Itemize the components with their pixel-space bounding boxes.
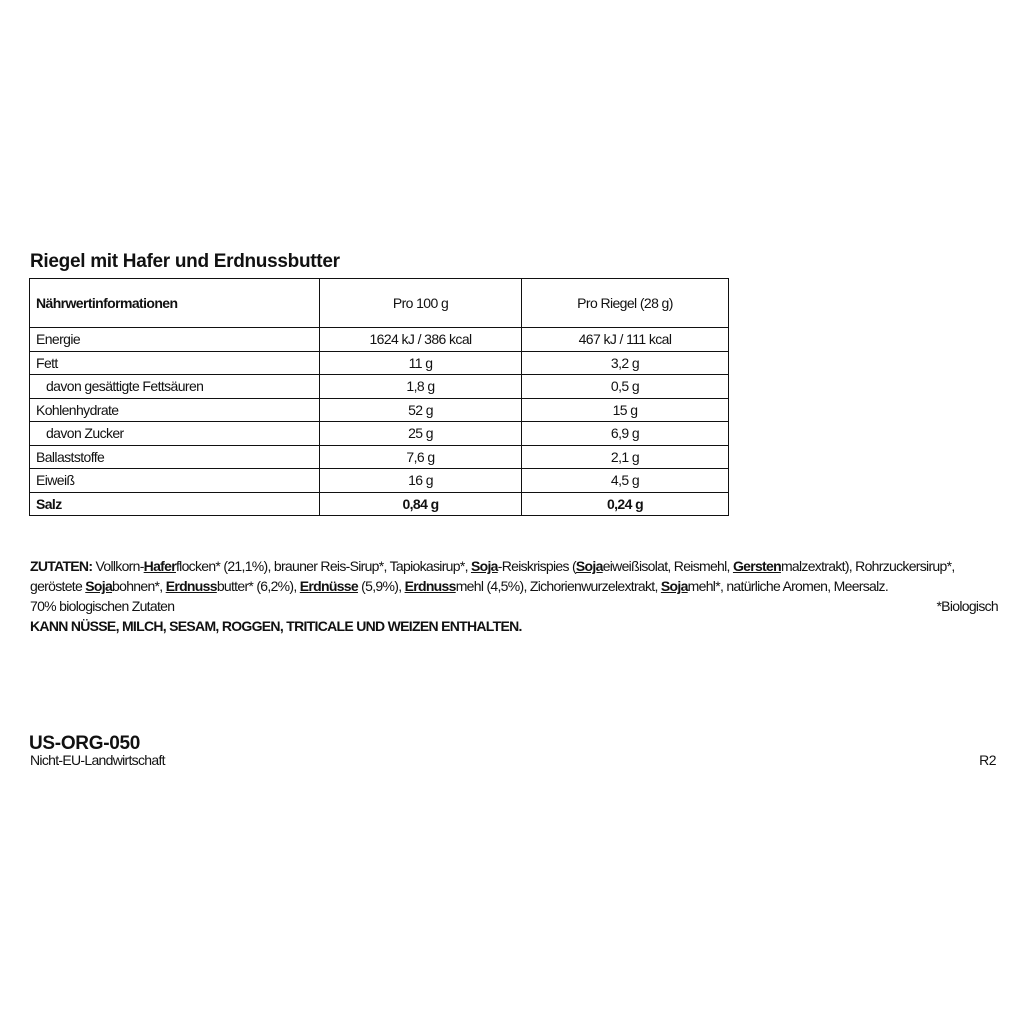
table-row <box>30 492 729 516</box>
header-nutrition-info: Nährwertinformationen <box>30 279 320 328</box>
row-per-bar: 2,1 g <box>522 445 729 469</box>
row-label: Eiweiß <box>30 469 320 493</box>
nutrition-table <box>29 278 729 516</box>
ingredient-text: (5,9%), <box>357 578 405 594</box>
organic-note: *Biologisch <box>936 598 998 614</box>
row-per-100g: 7,6 g <box>320 445 522 469</box>
product-title: Riegel mit Hafer und Erdnussbutter <box>30 251 340 272</box>
row-per-100g: 1624 kJ / 386 kcal <box>320 328 522 352</box>
ingredient-text: bohnen*, <box>112 578 166 594</box>
row-label: davon gesättigte Fettsäuren <box>30 375 320 399</box>
row-label: davon Zucker <box>30 422 320 446</box>
row-per-bar: 6,9 g <box>522 422 729 446</box>
revision-label: R2 <box>979 752 996 768</box>
header-per-bar: Pro Riegel (28 g) <box>522 279 729 328</box>
row-per-100g: 16 g <box>320 469 522 493</box>
table-row <box>30 445 729 469</box>
allergen-highlight: Gersten <box>732 558 781 574</box>
row-per-bar: 0,24 g <box>522 492 729 516</box>
row-per-bar: 4,5 g <box>522 469 729 493</box>
row-per-100g: 25 g <box>320 422 522 446</box>
row-per-100g: 11 g <box>320 351 522 375</box>
certification-code: US-ORG-050 <box>29 733 141 754</box>
organic-share: 70% biologischen Zutaten <box>30 598 175 614</box>
table-row <box>30 398 729 422</box>
row-per-bar: 3,2 g <box>522 351 729 375</box>
row-per-100g: 52 g <box>320 398 522 422</box>
ingredient-text: malzextrakt), Rohrzuckersirup*, geröstete <box>30 558 955 594</box>
table-row <box>30 422 729 446</box>
ingredients-label: ZUTATEN: <box>30 558 93 574</box>
allergen-highlight: Soja <box>85 578 113 594</box>
row-per-bar: 0,5 g <box>522 375 729 399</box>
ingredient-text: flocken* (21,1%), brauner Reis-Sirup*, Tapiokasirup*, <box>175 558 471 574</box>
table-row <box>30 351 729 375</box>
organic-row <box>30 596 998 616</box>
table-header-row <box>30 279 729 328</box>
table-row <box>30 375 729 399</box>
header-per-100g: Pro 100 g <box>320 279 522 328</box>
allergen-highlight: Soja <box>660 578 688 594</box>
allergen-highlight: Hafer <box>143 558 176 574</box>
table-row <box>30 469 729 493</box>
row-label: Ballaststoffe <box>30 445 320 469</box>
ingredients-block <box>30 556 998 636</box>
allergen-highlight: Soja <box>470 558 498 574</box>
row-per-bar: 15 g <box>522 398 729 422</box>
ingredient-text: -Reiskrispies ( <box>497 558 576 574</box>
allergen-highlight: Erdnuss <box>404 578 456 594</box>
row-per-100g: 1,8 g <box>320 375 522 399</box>
ingredients-list <box>30 556 998 596</box>
row-label: Energie <box>30 328 320 352</box>
row-label: Fett <box>30 351 320 375</box>
ingredient-text: mehl*, natürliche Aromen, Meersalz. <box>687 578 889 594</box>
row-per-bar: 467 kJ / 111 kcal <box>522 328 729 352</box>
row-label: Salz <box>30 492 320 516</box>
ingredient-text: mehl (4,5%), Zichorienwurzelextrakt, <box>455 578 661 594</box>
row-label: Kohlenhydrate <box>30 398 320 422</box>
allergen-highlight: Erdnüsse <box>299 578 358 594</box>
ingredient-text: butter* (6,2%), <box>216 578 300 594</box>
origin-text: Nicht-EU-Landwirtschaft <box>30 752 165 768</box>
row-per-100g: 0,84 g <box>320 492 522 516</box>
allergen-highlight: Erdnuss <box>165 578 217 594</box>
ingredient-text: eiweißisolat, Reismehl, <box>602 558 733 574</box>
allergen-highlight: Soja <box>575 558 603 574</box>
allergen-warning: KANN NÜSSE, MILCH, SESAM, ROGGEN, TRITICALE UND WEIZEN ENTHALTEN. <box>30 618 522 634</box>
table-row <box>30 328 729 352</box>
ingredient-text: Vollkorn- <box>92 558 144 574</box>
